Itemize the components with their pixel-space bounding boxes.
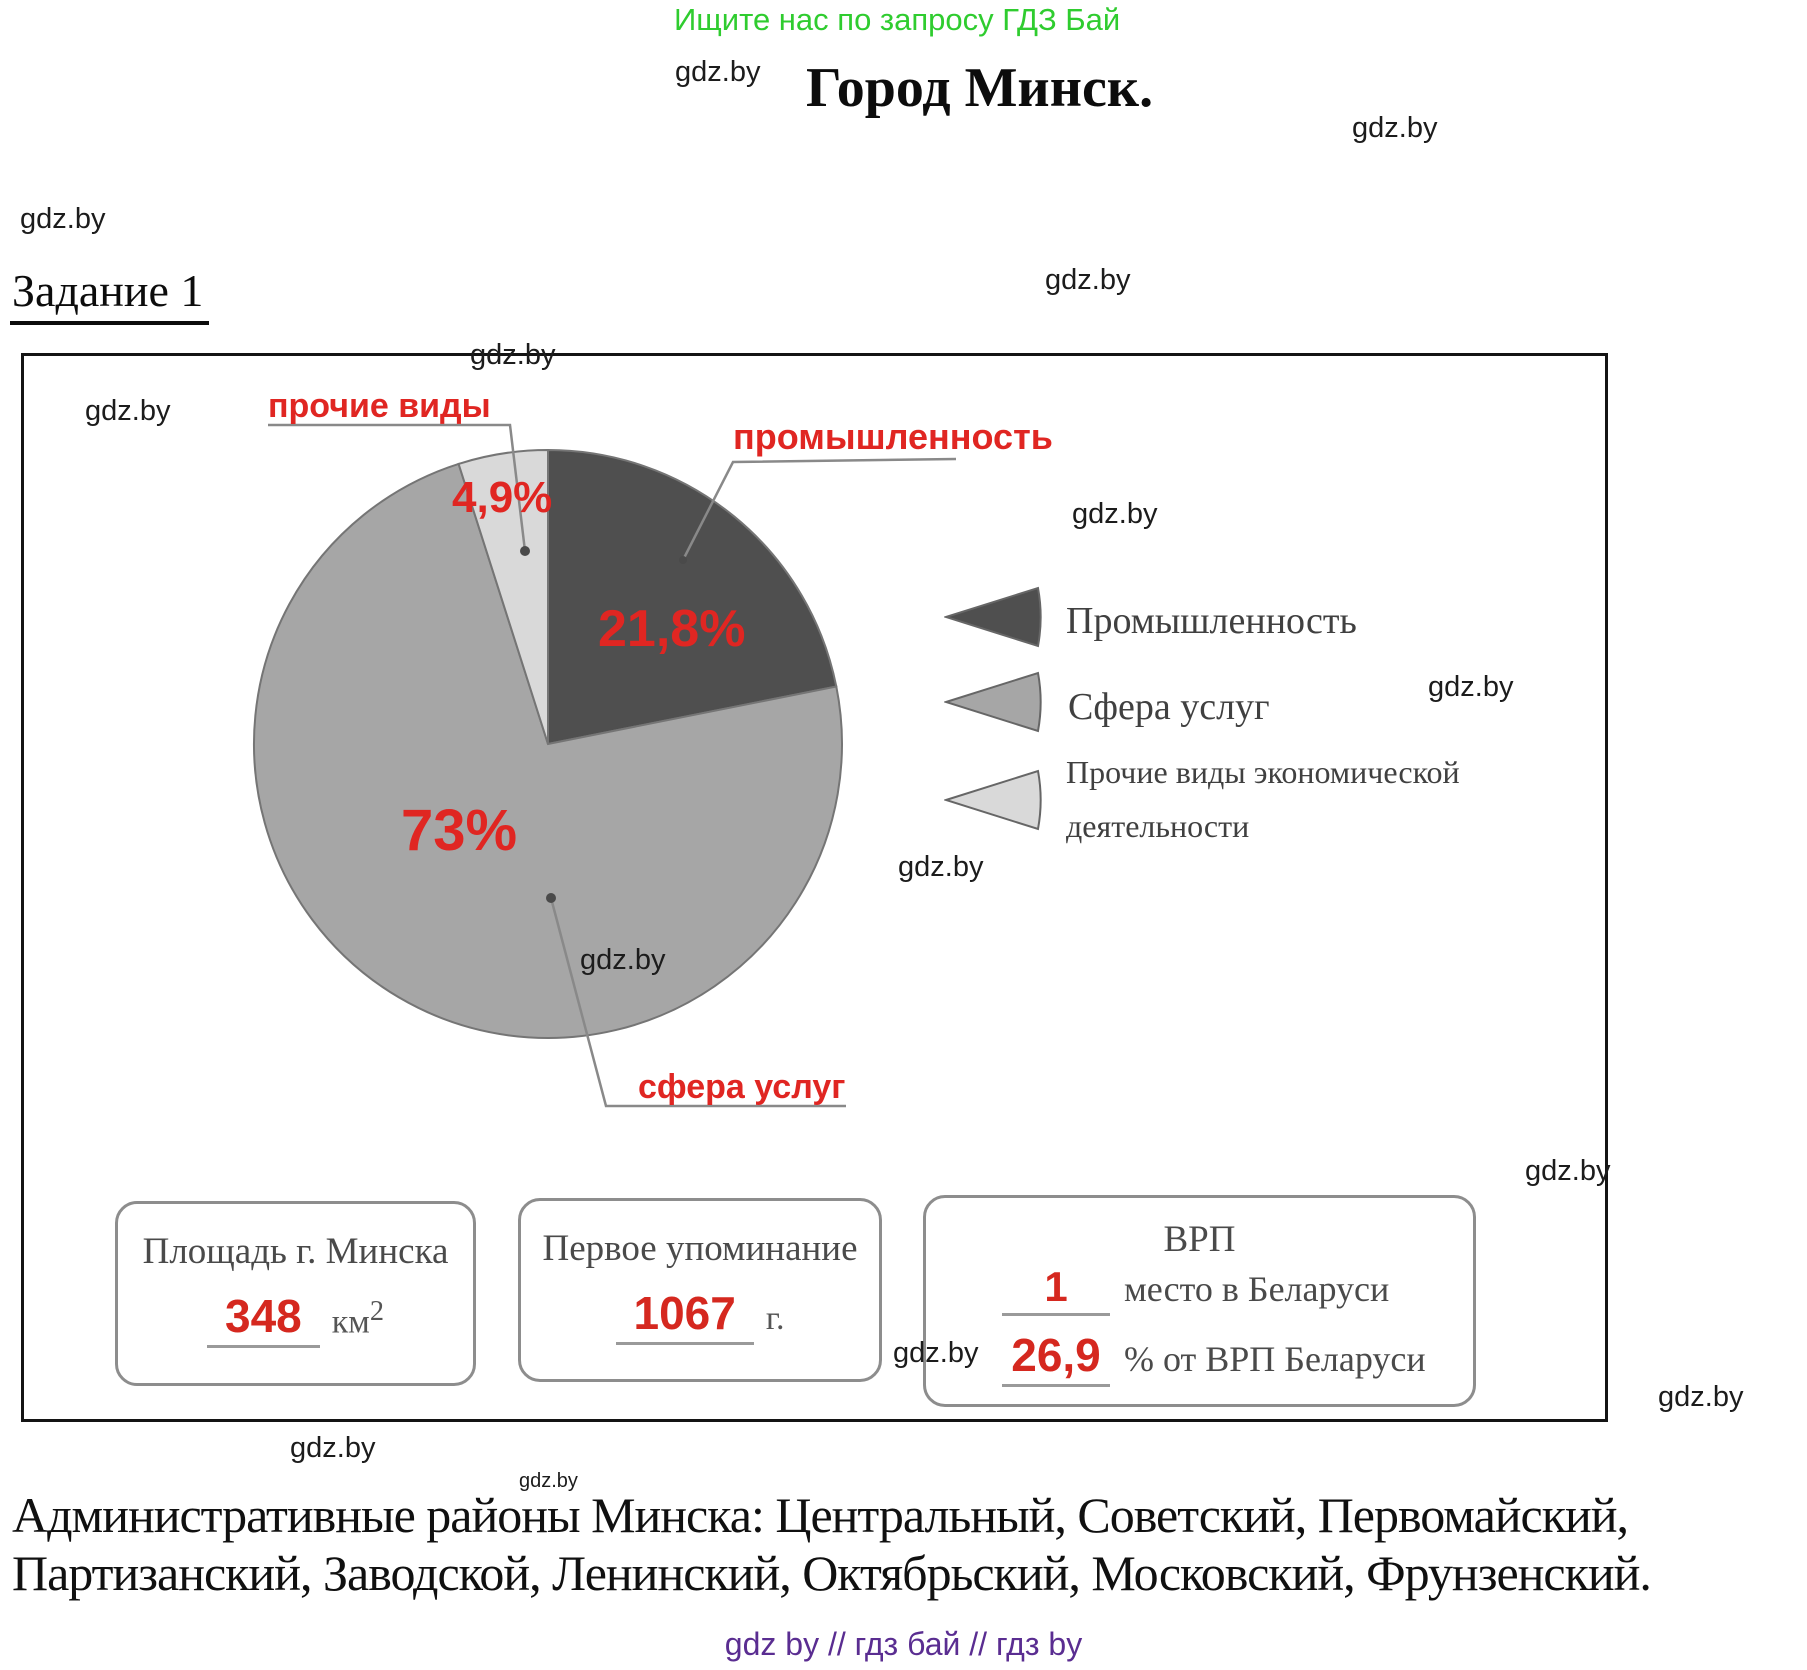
card-grp-rank-value: 1 <box>1002 1263 1110 1316</box>
label-other-pct: 4,9% <box>452 473 553 522</box>
watermark-small: gdz.by <box>519 1470 578 1492</box>
card-area-value-row <box>207 1289 384 1348</box>
watermark: gdz.by <box>893 1337 979 1369</box>
figure-frame <box>21 353 1611 1422</box>
watermark: gdz.by <box>898 851 984 883</box>
districts-line1: Административные районы Минска: Центральный, Советский, Первомайский, <box>12 1487 1629 1543</box>
watermark: gdz.by <box>290 1432 376 1464</box>
watermark: gdz.by <box>1428 671 1514 703</box>
watermark: gdz.by <box>1525 1155 1611 1187</box>
watermark: gdz.by <box>580 944 666 976</box>
legend-label-other-line1: Прочие виды экономической <box>1066 754 1460 790</box>
card-grp-title: ВРП <box>1163 1219 1236 1260</box>
watermark: gdz.by <box>1352 112 1438 144</box>
card-grp-rank-label: место в Беларуси <box>1124 1269 1390 1309</box>
legend-label-other-line2: деятельности <box>1066 808 1250 844</box>
watermark: gdz.by <box>1658 1381 1744 1413</box>
label-industry-pct: 21,8% <box>598 600 746 658</box>
card-area-value: 348 <box>207 1289 320 1348</box>
label-services-pct: 73% <box>401 798 518 863</box>
legend-label-industry: Промышленность <box>1066 600 1357 642</box>
card-grp-row-rank <box>1002 1263 1473 1316</box>
legend-wedge-other <box>944 767 1046 833</box>
legend-wedge-services <box>944 669 1046 735</box>
card-grp <box>923 1195 1476 1407</box>
card-first-mention <box>518 1198 882 1382</box>
callout-services: сфера услуг <box>638 1068 846 1106</box>
page-title: Город Минск. <box>806 57 1154 119</box>
card-first-mention-value-row <box>616 1286 785 1345</box>
watermark: gdz.by <box>675 56 761 88</box>
card-area-unit: $км^2$ <box>331 1295 384 1340</box>
task-label: Задание 1 <box>10 264 209 325</box>
watermark: gdz.by <box>85 395 171 427</box>
districts-paragraph <box>12 1486 1802 1602</box>
legend-wedge-industry <box>944 584 1046 650</box>
callout-industry: промышленность <box>733 416 1053 457</box>
districts-line2: Партизанский, Заводской, Ленинский, Октябрьский, Московский, Фрунзенский. <box>12 1545 1651 1601</box>
card-first-mention-title: Первое упоминание <box>542 1228 858 1269</box>
card-area-title: Площадь г. Минска <box>142 1231 449 1272</box>
legend-label-services: Сфера услуг <box>1068 686 1270 728</box>
footer-watermark: gdz by // гдз бай // гдз by <box>724 1626 1083 1662</box>
promo-banner: Ищите нас по запросу ГДЗ Бай <box>674 2 1121 37</box>
watermark: gdz.by <box>470 339 556 371</box>
callout-other: прочие виды <box>268 387 491 425</box>
card-area-unit-sup: 2 <box>369 1295 384 1327</box>
card-first-mention-value: 1067 <box>616 1286 754 1345</box>
watermark: gdz.by <box>1072 498 1158 530</box>
card-first-mention-unit: г. <box>765 1300 785 1337</box>
card-grp-share-label: % от ВРП Беларуси <box>1124 1339 1426 1379</box>
card-grp-share-value: 26,9 <box>1002 1328 1110 1387</box>
card-area <box>115 1201 476 1386</box>
pie <box>254 450 842 1038</box>
watermark: gdz.by <box>1045 264 1131 296</box>
card-grp-share-row <box>1002 1328 1473 1387</box>
watermark: gdz.by <box>20 203 106 235</box>
